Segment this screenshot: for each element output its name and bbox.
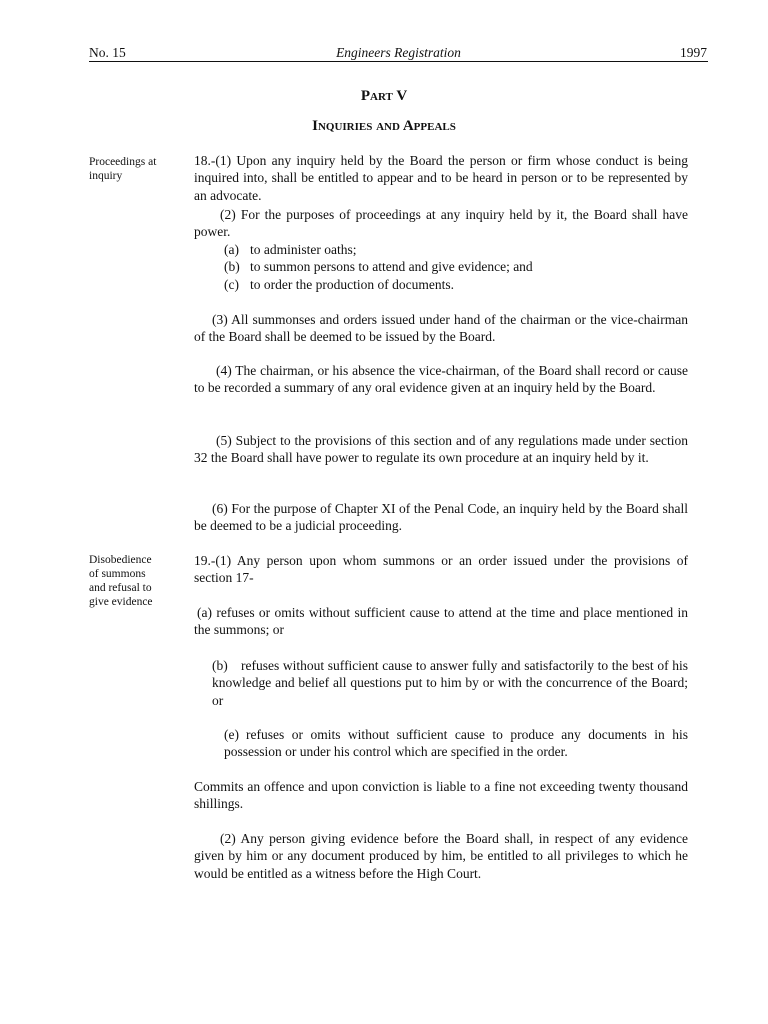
margin-note-disobedience: Disobedience of summons and refusal to give evidence [89, 554, 153, 608]
act-title: Engineers Registration [336, 45, 461, 60]
year: 1997 [680, 45, 707, 60]
item-marker: (e) [224, 727, 239, 742]
section-18-subsection-5: (5) Subject to the provisions of this section and of any regulations made under section 32 the Board shall have power to regulate its own procedure at an inquiry held by it. [194, 433, 688, 466]
list-item: (c) to order the production of documents. [224, 276, 454, 292]
section-19-item-b [212, 657, 688, 709]
section-19-item-a: (a) refuses or omits without sufficient cause to attend at the time and place mentioned in the summons; or [194, 605, 688, 638]
section-18-powers-list [224, 241, 688, 293]
part-title: Part V [360, 88, 408, 104]
section-18-subsection-2: (2) For the purposes of proceedings at any inquiry held by it, the Board shall have power. [194, 207, 688, 240]
section-18-subsection-6: (6) For the purpose of Chapter XI of the Penal Code, an inquiry held by the Board shall be deemed to be a judicial proceeding. [194, 501, 688, 534]
section-18-subsection-1: 18.-(1) Upon any inquiry held by the Board the person or firm whose conduct is being inquired into, shall be entitled to appear and to be heard in person or to be represented by an advocate. [194, 153, 688, 203]
item-text: refuses or omits without sufficient cause to produce any documents in his possession or under his control which are specified in the order. [224, 727, 688, 760]
page-header [89, 45, 708, 62]
section-19-subsection-2: (2) Any person giving evidence before the Board shall, in respect of any evidence given by him or any document produced by him, be entitled to all privileges to which he would be entitled as a witness before the High Court. [194, 831, 688, 881]
section-18-subsection-3: (3) All summonses and orders issued under hand of the chairman or the vice-chairman of the Board shall be deemed to be issued by the Board. [194, 312, 688, 345]
section-19-penalty: Commits an offence and upon conviction is liable to a fine not exceeding twenty thousand shillings. [194, 779, 688, 812]
margin-note-proceedings: Proceedings at inquiry [89, 156, 157, 182]
item-marker: (b) [212, 658, 228, 673]
section-18-subsection-4: (4) The chairman, or his absence the vice-chairman, of the Board shall record or cause to be recorded a summary of any oral evidence given at an inquiry held by the Board. [194, 363, 688, 396]
chapter-number: No. 15 [89, 45, 126, 60]
list-item: (b) to summon persons to attend and give evidence; and [224, 259, 533, 275]
list-item: (a) to administer oaths; [224, 242, 357, 257]
section-19-subsection-1: 19.-(1) Any person upon whom summons or an order issued under the provisions of section 17- [194, 553, 688, 586]
part-subtitle: Inquiries and Appeals [312, 118, 456, 134]
item-text: refuses without sufficient cause to answer fully and satisfactorily to the best of his knowledge and belief all questions put to him by or with the concurrence of the Board; or [212, 658, 688, 708]
section-19-item-e [224, 726, 688, 761]
